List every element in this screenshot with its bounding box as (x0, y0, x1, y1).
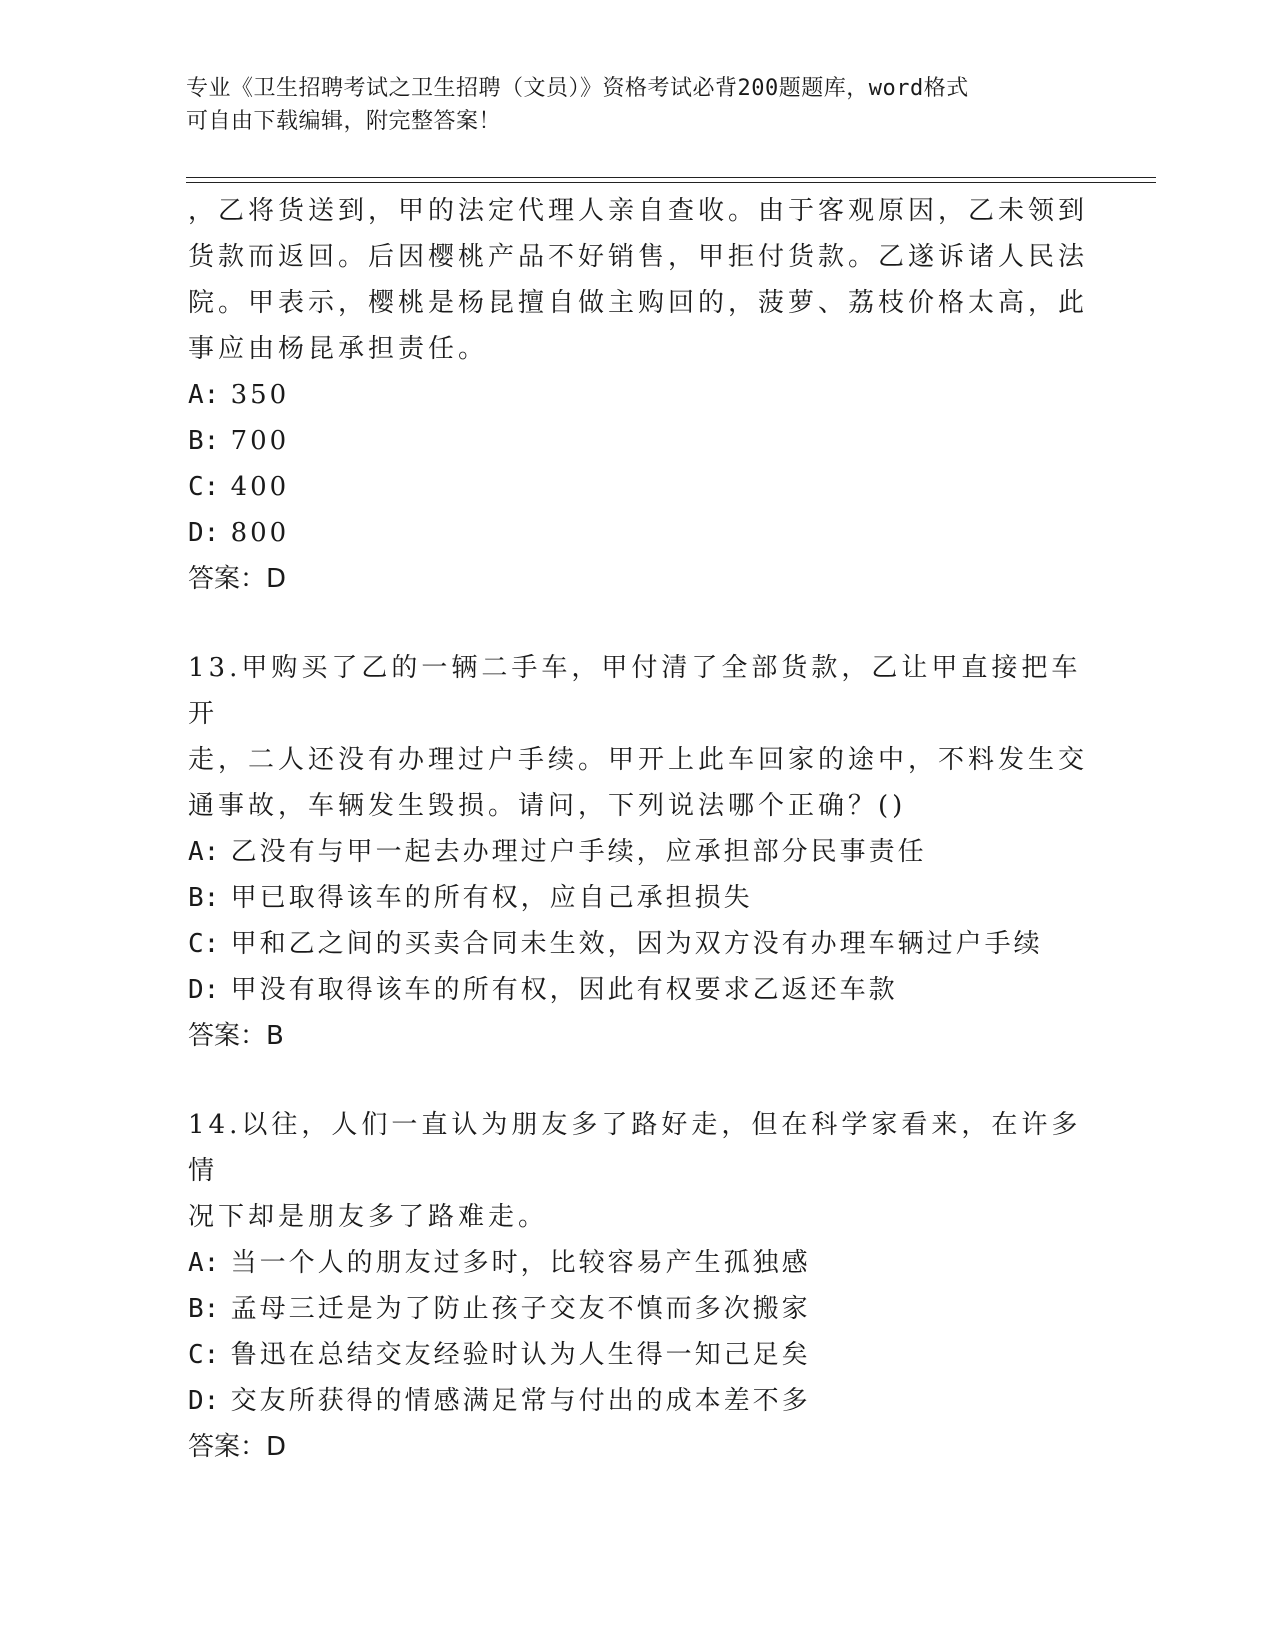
question-13 (188, 645, 1088, 1059)
question-text-line: 走，二人还没有办理过户手续。甲开上此车回家的途中，不料发生交 (188, 745, 1089, 775)
document-header (186, 72, 1086, 138)
option-c: C: 400 (188, 472, 290, 502)
option-c: C: 甲和乙之间的买卖合同未生效，因为双方没有办理车辆过户手续 (188, 929, 1043, 959)
option-c: C: 鲁迅在总结交友经验时认为人生得一知己足矣 (188, 1340, 811, 1370)
option-a: A: 乙没有与甲一起去办理过户手续，应承担部分民事责任 (188, 837, 927, 867)
header-line-2: 可自由下载编辑，附完整答案！ (186, 109, 502, 134)
spacer (188, 1059, 1088, 1102)
question-text-line: 14.以往，人们一直认为朋友多了路好走，但在科学家看来，在许多情 (188, 1110, 1082, 1186)
question-text-line: 院。甲表示，樱桃是杨昆擅自做主购回的，菠萝、荔枝价格太高，此 (188, 288, 1089, 318)
option-b: B: 700 (188, 426, 290, 456)
option-b: B: 孟母三迁是为了防止孩子交友不慎而多次搬家 (188, 1294, 811, 1324)
option-a: A: 当一个人的朋友过多时，比较容易产生孤独感 (188, 1248, 811, 1278)
answer: 答案：D (188, 564, 287, 594)
question-text-line: 事应由杨昆承担责任。 (188, 334, 489, 364)
question-text-line: ，乙将货送到，甲的法定代理人亲自查收。由于客观原因，乙未领到 (188, 196, 1089, 226)
question-12 (188, 188, 1088, 602)
question-14 (188, 1102, 1088, 1470)
option-a: A: 350 (188, 380, 290, 410)
header-divider-bottom (186, 182, 1156, 183)
option-b: B: 甲已取得该车的所有权，应自己承担损失 (188, 883, 753, 913)
document-body (188, 188, 1088, 1470)
header-line-1: 专业《卫生招聘考试之卫生招聘（文员）》资格考试必背200题题库，word格式 (186, 76, 969, 101)
answer: 答案：D (188, 1432, 287, 1462)
question-text-line: 况下却是朋友多了路难走。 (188, 1202, 549, 1232)
header-divider-top (186, 177, 1156, 178)
option-d: D: 交友所获得的情感满足常与付出的成本差不多 (188, 1386, 811, 1416)
option-d: D: 甲没有取得该车的所有权，因此有权要求乙返还车款 (188, 975, 898, 1005)
question-text-line: 货款而返回。后因樱桃产品不好销售，甲拒付货款。乙遂诉诸人民法 (188, 242, 1089, 272)
question-text-line: 通事故，车辆发生毁损。请问，下列说法哪个正确？() (188, 791, 907, 821)
question-text-line: 13.甲购买了乙的一辆二手车，甲付清了全部货款，乙让甲直接把车开 (188, 653, 1082, 729)
answer: 答案：B (188, 1021, 284, 1051)
spacer (188, 602, 1088, 645)
option-d: D: 800 (188, 518, 290, 548)
